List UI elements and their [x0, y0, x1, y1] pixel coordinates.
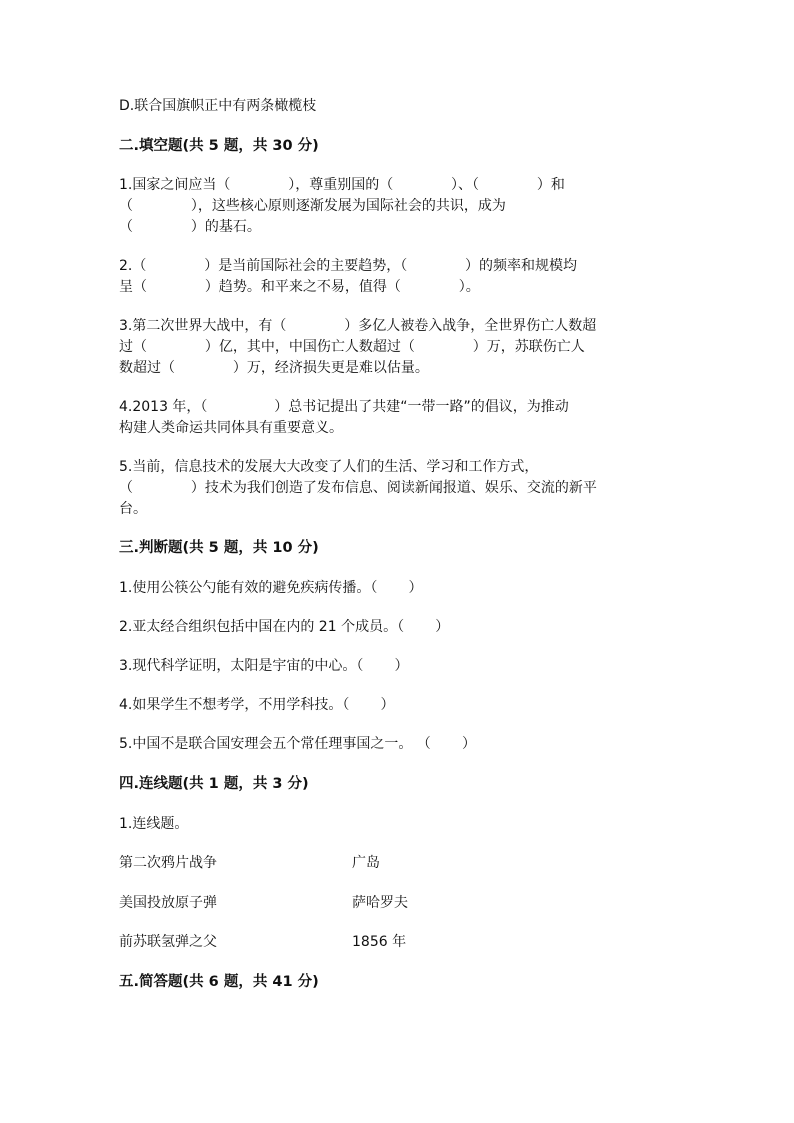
matching-left-item: 前苏联氢弹之父 [119, 934, 217, 950]
section-heading-fill-in: 二.填空题(共 5 题，共 30 分) [119, 138, 319, 154]
tf-q5: 5.中国不是联合国安理会五个常任理事国之一。 （ ） [119, 736, 476, 752]
fill-q3-line2: 过（ ）亿，其中，中国伤亡人数超过（ ）万，苏联伤亡人 [119, 339, 585, 355]
fill-q1-line2: （ ），这些核心原则逐渐发展为国际社会的共识，成为 [119, 198, 506, 214]
matching-right-item: 1856 年 [352, 934, 407, 950]
fill-q3-line1: 3.第二次世界大战中，有（ ）多亿人被卷入战争，全世界伤亡人数超 [119, 318, 597, 334]
fill-q3-line3: 数超过（ ）万，经济损失更是难以估量。 [119, 360, 429, 376]
section-heading-matching: 四.连线题(共 1 题，共 3 分) [119, 776, 309, 792]
fill-q5-line3: 台。 [119, 501, 147, 517]
matching-question: 1.连线题。 [119, 816, 189, 832]
fill-q1-line3: （ ）的基石。 [119, 219, 261, 235]
tf-q3: 3.现代科学证明，太阳是宇宙的中心。（ ） [119, 658, 409, 674]
section-heading-true-false: 三.判断题(共 5 题，共 10 分) [119, 540, 319, 556]
matching-right-item: 萨哈罗夫 [352, 895, 408, 911]
fill-q5-line2: （ ）技术为我们创造了发布信息、阅读新闻报道、娱乐、交流的新平 [119, 480, 597, 496]
fill-q2-line2: 呈（ ）趋势。和平来之不易，值得（ ）。 [119, 279, 480, 295]
tf-q1: 1.使用公筷公勺能有效的避免疾病传播。（ ） [119, 580, 423, 596]
tf-q2: 2.亚太经合组织包括中国在内的 21 个成员。（ ） [119, 619, 450, 635]
section-heading-short-answer: 五.简答题(共 6 题，共 41 分) [119, 974, 319, 990]
option-d-text: D.联合国旗帜正中有两条橄榄枝 [119, 98, 317, 114]
tf-q4: 4.如果学生不想考学，不用学科技。（ ） [119, 697, 395, 713]
fill-q4-line1: 4.2013 年，（ ）总书记提出了共建“一带一路”的倡议，为推动 [119, 399, 569, 415]
fill-q5-line1: 5.当前，信息技术的发展大大改变了人们的生活、学习和工作方式， [119, 459, 539, 475]
matching-left-item: 第二次鸦片战争 [119, 855, 217, 871]
fill-q4-line2: 构建人类命运共同体具有重要意义。 [119, 420, 343, 436]
matching-right-item: 广岛 [352, 855, 380, 871]
fill-q2-line1: 2.（ ）是当前国际社会的主要趋势，（ ）的频率和规模均 [119, 258, 578, 274]
fill-q1-line1: 1.国家之间应当（ ），尊重别国的（ ）、（ ）和 [119, 177, 565, 193]
matching-left-item: 美国投放原子弹 [119, 895, 217, 911]
